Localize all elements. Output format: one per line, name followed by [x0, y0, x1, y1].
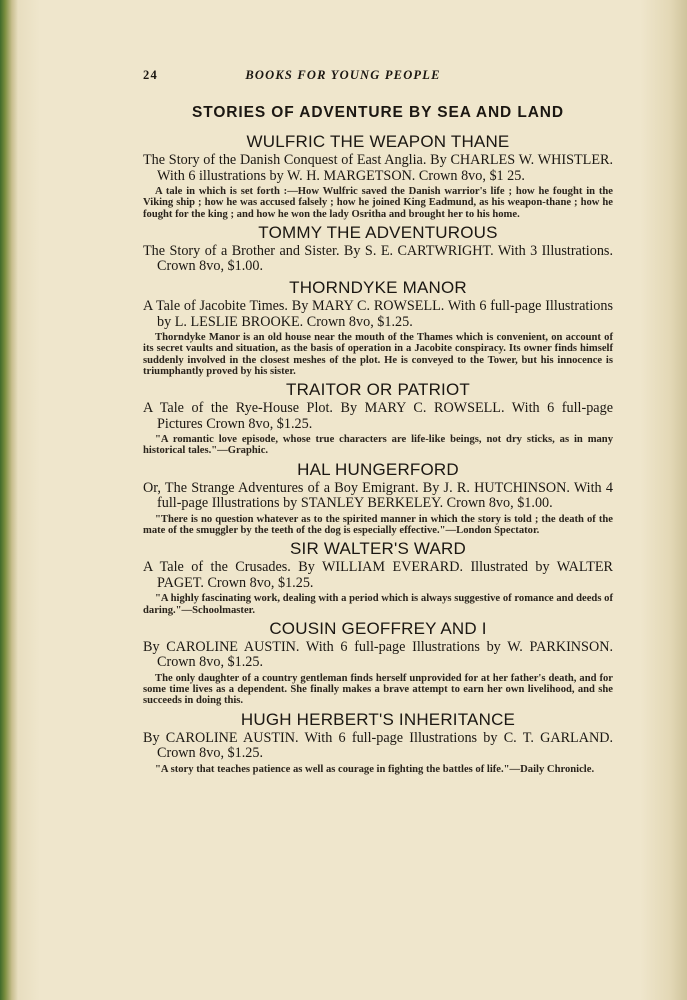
book-title: THORNDYKE MANOR: [289, 277, 467, 297]
book-review: "A romantic love episode, whose true characters are life-like beings, not dry sticks, as in many historical tales."—Graphic.: [143, 434, 613, 457]
book-entry: [143, 278, 613, 377]
book-description: A Tale of the Rye-House Plot. By MARY C. ROWSELL. With 6 full-page Pictures Crown 8vo, $1.25.: [143, 399, 613, 432]
page-edge: [0, 0, 18, 1000]
book-entry: [143, 710, 613, 775]
book-entry: [143, 132, 613, 220]
book-description: The Story of a Brother and Sister. By S. E. CARTWRIGHT. With 3 Illustrations. Crown 8vo, $1.00.: [143, 242, 613, 275]
book-title: WULFRIC THE WEAPON THANE: [246, 132, 510, 151]
book-description: A Tale of the Crusades. By WILLIAM EVERARD. Illustrated by WALTER PAGET. Crown 8vo, $1.25.: [143, 559, 613, 591]
book-review: "A highly fascinating work, dealing with a period which is always suggestive of romance and deeds of daring."—Schoolmaster.: [143, 593, 613, 616]
book-review: "A story that teaches patience as well as courage in fighting the battles of life."—Daily Chronicle.: [155, 763, 595, 775]
book-description: A Tale of Jacobite Times. By MARY C. ROWSELL. With 6 full-page Illustrations by L. LESLIE BROOKE. Crown 8vo, $1.25.: [143, 297, 613, 330]
book-title: COUSIN GEOFFREY AND I: [269, 618, 487, 638]
section-title: STORIES OF ADVENTURE BY SEA AND LAND: [192, 104, 564, 121]
book-review: Thorndyke Manor is an old house near the mouth of the Thames which is convenient, on account of its secret vaults and situation, as the basis of operation in a Jacobite conspiracy. Its owner finds himself suddenly involved in the closest meshes of the plot. He is conveyed to the Tower, but his innocence is triumphantly proved by his sister.: [143, 332, 613, 377]
book-title: TOMMY THE ADVENTUROUS: [258, 222, 498, 242]
running-header: [143, 68, 543, 84]
book-entry: [143, 539, 613, 616]
book-title: HUGH HERBERT'S INHERITANCE: [240, 709, 516, 729]
running-title: BOOKS FOR YOUNG PEOPLE: [245, 68, 441, 82]
book-review: A tale in which is set forth :—How Wulfric saved the Danish warrior's life ; how he fought in the Viking ship ; how he was accused falsely ; how he joined King Eadmund, as his weapon-thane ; how he fought for the king ; and how he won the lady Osritha and brought her to his home.: [143, 186, 613, 220]
book-description: Or, The Strange Adventures of a Boy Emigrant. By J. R. HUTCHINSON. With 4 full-page Illustrations by STANLEY BERKELEY. Crown 8vo, $1.00.: [143, 479, 613, 512]
catalog-list: [143, 132, 613, 778]
book-title: TRAITOR OR PATRIOT: [286, 379, 470, 399]
book-entry: [143, 460, 613, 537]
book-description: The Story of the Danish Conquest of East Anglia. By CHARLES W. WHISTLER. With 6 illustrations by W. H. MARGETSON. Crown 8vo, $1 25.: [143, 152, 613, 184]
book-entry: [143, 223, 613, 275]
book-description: By CAROLINE AUSTIN. With 6 full-page Illustrations by C. T. GARLAND. Crown 8vo, $1.25.: [143, 729, 613, 762]
book-review: "There is no question whatever as to the spirited manner in which the story is told ; the death of the mate of the smuggler by the teeth of the dog is especially effective."—London Spectator.: [143, 513, 613, 536]
book-title: HAL HUNGERFORD: [297, 459, 459, 479]
book-description: By CAROLINE AUSTIN. With 6 full-page Illustrations by W. PARKINSON. Crown 8vo, $1.25.: [143, 638, 613, 671]
book-title: SIR WALTER'S WARD: [289, 539, 467, 559]
page-number: 24: [143, 68, 158, 82]
book-entry: [143, 619, 613, 707]
book-review: The only daughter of a country gentleman finds herself unprovided for at her father's death, and for some time lives as a dependent. She finally makes a brave attempt to earn her own livelihood, and she succeeds in doing this.: [143, 672, 613, 707]
book-entry: [143, 380, 613, 457]
